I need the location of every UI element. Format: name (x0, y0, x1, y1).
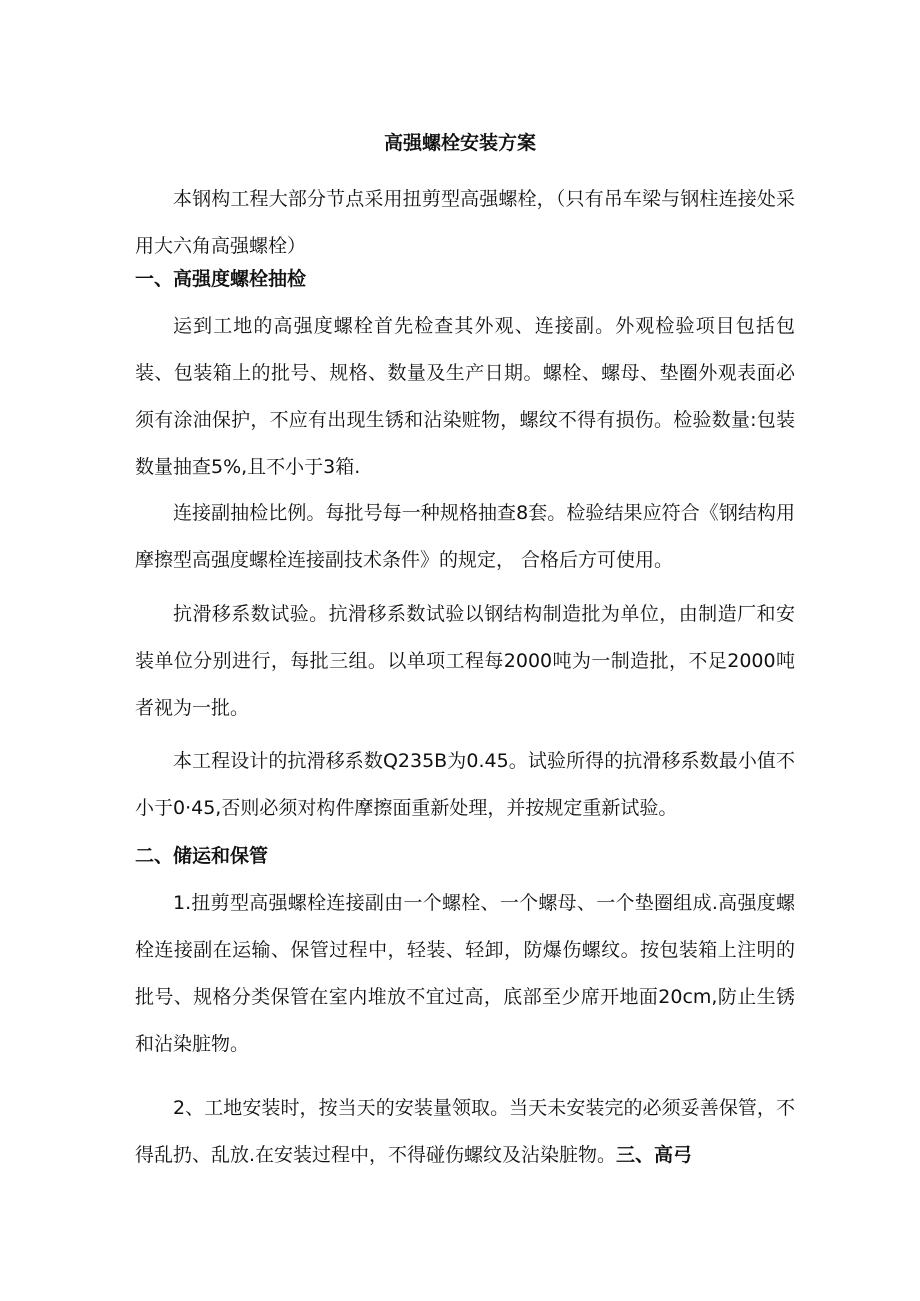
section1-paragraph-3: 抗滑移系数试验。抗滑移系数试验以钢结构制造批为单位，由制造厂和安装单位分别进行，每批三组。以单项工程每2000吨为一制造批，不足2000吨者视为一批。 (135, 603, 795, 719)
section2-paragraph-2-text: 2、工地安装时，按当天的安装量领取。当天未安装完的必须妥善保管，不得乱扔、乱放.在安装过程中，不得碰伤螺纹及沾染脏物。 (135, 1097, 795, 1166)
section1-paragraph-1: 运到工地的高强度螺栓首先检查其外观、连接副。外观检验项目包括包装、包装箱上的批号、规格、数量及生产日期。螺栓、螺母、垫圈外观表面必须有涂油保护，不应有出现生锈和沾染赃物，螺纹不得有损伤。检验数量:包装数量抽查5%,且不小于3箱. (135, 315, 795, 478)
intro-paragraph: 本钢构工程大部分节点采用扭剪型高强螺栓，（只有吊车梁与钢柱连接处采用大六角高强螺栓） (135, 188, 795, 257)
section1-paragraph-2: 连接副抽检比例。每批号每一种规格抽查8套。检验结果应符合《钢结构用摩擦型高强度螺栓连接副技术条件》的规定， 合格后方可使用。 (135, 502, 795, 571)
section3-heading-fragment: 三、高弓 (616, 1144, 693, 1166)
document-title: 高强螺栓安装方案 (383, 132, 536, 154)
section2-paragraph-2 (135, 1085, 795, 1179)
section1-paragraph-4: 本工程设计的抗滑移系数Q235B为0.45。试验所得的抗滑移系数最小值不小于0·45,否则必须对构件摩擦面重新处理，并按规定重新试验。 (135, 750, 795, 819)
section2-heading: 二、储运和保管 (135, 845, 269, 867)
section2-paragraph-1: 1.扭剪型高强螺栓连接副由一个螺栓、一个螺母、一个垫圈组成.高强度螺栓连接副在运输、保管过程中，轻装、轻卸，防爆伤螺纹。按包装箱上注明的批号、规格分类保管在室内堆放不宜过高，底部至少席开地面20cm,防止生锈和沾染脏物。 (135, 892, 795, 1055)
section1-heading: 一、高强度螺栓抽检 (135, 268, 307, 290)
